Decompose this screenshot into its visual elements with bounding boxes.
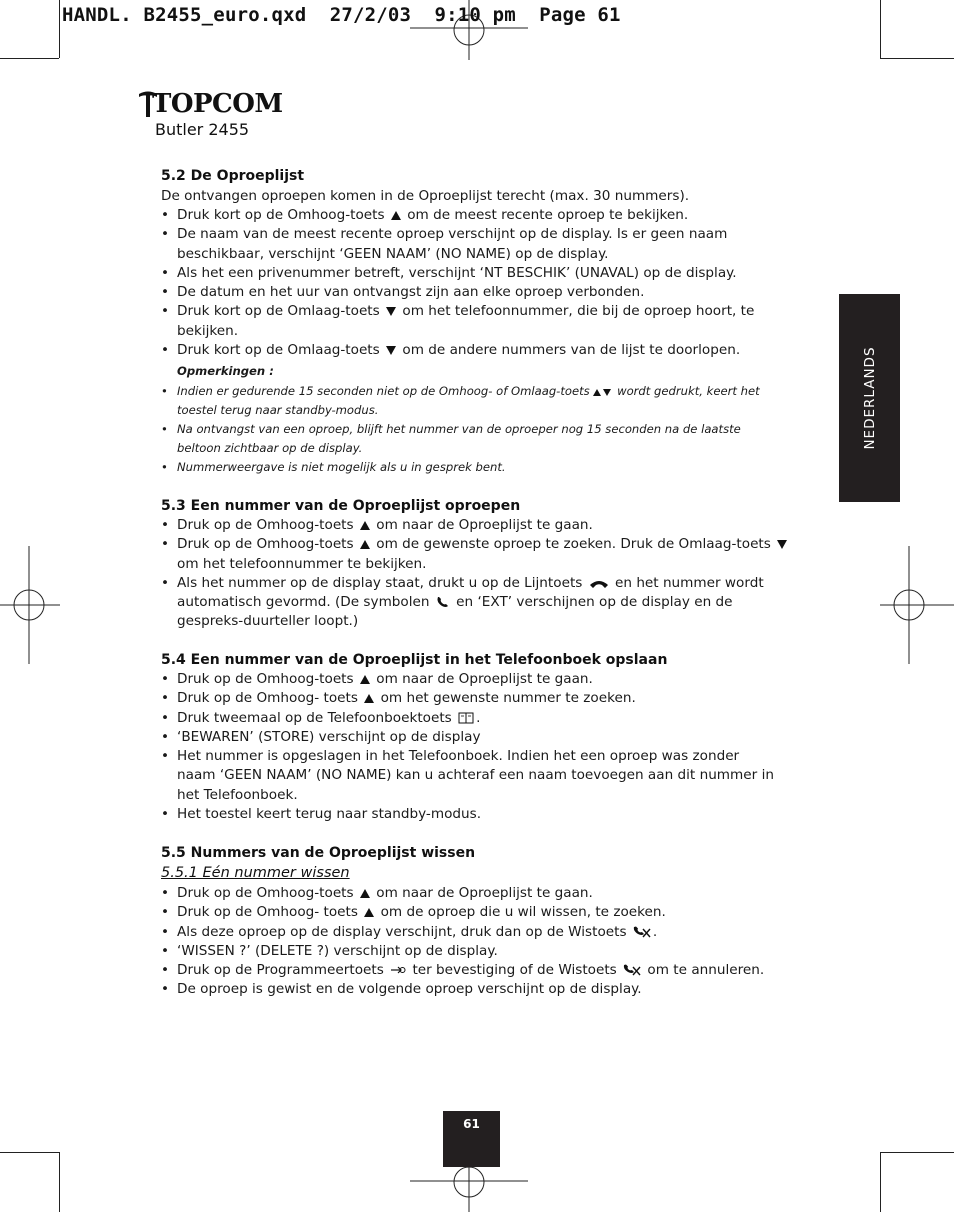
- registration-mark-left: [0, 546, 60, 664]
- up-arrow-icon: [360, 675, 370, 684]
- list-item: • Druk op de Omhoog- toets om de oproep die u wil wissen, te zoeken.: [161, 904, 666, 921]
- crop-mark: [880, 1152, 954, 1153]
- notes-title: Opmerkingen :: [177, 364, 274, 378]
- bullet-list: [161, 516, 791, 632]
- line-key-handset-icon: [589, 579, 609, 589]
- list-item: • Als het een privenummer betreft, verschijnt ‘NT BESCHIK’ (UNAVAL) op de display.: [161, 264, 737, 281]
- bullet-list: [161, 884, 791, 1000]
- up-arrow-icon: [364, 694, 374, 703]
- delete-key-icon: [623, 963, 641, 976]
- list-item: • De oproep is gewist en de volgende oproep verschijnt op de display.: [161, 981, 642, 998]
- list-item: • De datum en het uur van ontvangst zijn aan elke oproep verbonden.: [161, 284, 645, 301]
- list-item: • Het nummer is opgeslagen in het Telefoonboek. Indien het een oproep was zonder naam ‘GEEN NAAM’ (NO NAME) kan u achteraf een naam toevoegen aan dit nummer in het Telefoonboek.: [161, 748, 774, 803]
- phonebook-icon: [458, 712, 474, 724]
- notes-list: [161, 382, 786, 477]
- language-tab-label: NEDERLANDS: [861, 346, 878, 450]
- list-item: • Druk kort op de Omlaag-toets om het telefoonnummer, die bij de oproep hoort, te bekijken.: [161, 303, 755, 339]
- section-title: 5.3 Een nummer van de Oproeplijst oproepen: [161, 498, 521, 514]
- list-item: • Als deze oproep op de display verschijnt, druk dan op de Wistoets .: [161, 923, 658, 940]
- list-item: • ‘BEWAREN’ (STORE) verschijnt op de display: [161, 728, 481, 745]
- delete-key-icon: [633, 925, 651, 938]
- crop-mark: [0, 58, 59, 59]
- file-slug: HANDL. B2455_euro.qxd 27/2/03 9:10 pm Page 61: [62, 4, 621, 26]
- list-item: • Druk op de Omhoog-toets om de gewenste oproep te zoeken. Druk de Omlaag-toets om het telefoonnummer te bekijken.: [161, 535, 791, 574]
- down-arrow-icon: [386, 346, 396, 355]
- program-key-icon: [390, 964, 406, 976]
- up-arrow-icon: [593, 389, 601, 396]
- bullet-list: [161, 206, 801, 360]
- list-item: • Druk kort op de Omlaag-toets om de andere nummers van de lijst te doorlopen.: [161, 342, 741, 359]
- crop-mark: [0, 1152, 59, 1153]
- list-item: • Als het nummer op de display staat, drukt u op de Lijntoets en het nummer wordt automatisch gevormd. (De symbolen en ‘EXT’ verschijnen op de display en de gespreks-duurteller loopt.): [161, 574, 764, 630]
- phone-handset-icon: [436, 596, 450, 608]
- list-item: • Druk op de Omhoog- toets om het gewenste nummer te zoeken.: [161, 690, 636, 707]
- list-item: • Het toestel keert terug naar standby-modus.: [161, 806, 482, 823]
- note-item: • Nummerweergave is niet mogelijk als u in gesprek bent.: [161, 460, 506, 474]
- section-title: 5.5 Nummers van de Oproeplijst wissen: [161, 845, 476, 861]
- language-tab: [839, 294, 900, 502]
- bullet-list: [161, 670, 776, 824]
- section-title: 5.2 De Oproeplijst: [161, 168, 305, 184]
- up-arrow-icon: [360, 889, 370, 898]
- note-item: • Na ontvangst van een oproep, blijft het nummer van de oproeper nog 15 seconden na de laatste beltoon zichtbaar op de display.: [161, 422, 741, 455]
- down-arrow-icon: [603, 389, 611, 396]
- up-arrow-icon: [360, 540, 370, 549]
- crop-mark: [880, 1152, 881, 1212]
- list-item: • De naam van de meest recente oproep verschijnt op de display. Is er geen naam beschikbaar, verschijnt ‘GEEN NAAM’ (NO NAME) op de display.: [161, 226, 728, 262]
- list-item: • Druk op de Omhoog-toets om naar de Oproeplijst te gaan.: [161, 671, 593, 687]
- crop-mark: [59, 1152, 60, 1212]
- note-item: • Indien er gedurende 15 seconden niet op de Omhoog- of Omlaag-toets wordt gedrukt, keert het toestel terug naar standby-modus.: [161, 384, 760, 417]
- crop-mark: [880, 0, 881, 58]
- list-item: • Druk op de Omhoog-toets om naar de Oproeplijst te gaan.: [161, 885, 593, 901]
- model-name: Butler 2455: [155, 120, 250, 139]
- crop-mark: [59, 0, 60, 58]
- crop-mark: [880, 58, 954, 59]
- section-intro: De ontvangen oproepen komen in de Oproeplijst terecht (max. 30 nummers).: [161, 188, 690, 204]
- list-item: • Druk op de Omhoog-toets om naar de Oproeplijst te gaan.: [161, 517, 593, 533]
- up-arrow-icon: [391, 211, 401, 220]
- list-item: • Druk kort op de Omhoog-toets om de meest recente oproep te bekijken.: [161, 207, 689, 223]
- up-arrow-icon: [360, 521, 370, 530]
- subsection-title: 5.5.1 Eén nummer wissen: [161, 865, 350, 881]
- registration-mark-right: [880, 546, 954, 664]
- list-item: • Druk tweemaal op de Telefoonboektoets .: [161, 709, 481, 726]
- brand-logo: TOPCOM: [152, 89, 283, 119]
- up-arrow-icon: [364, 908, 374, 917]
- list-item: • Druk op de Programmeertoets ter bevestiging of de Wistoets om te annuleren.: [161, 962, 765, 979]
- down-arrow-icon: [777, 540, 787, 549]
- page-number: 61: [443, 1111, 500, 1167]
- section-title: 5.4 Een nummer van de Oproeplijst in het Telefoonboek opslaan: [161, 652, 668, 668]
- list-item: • ‘WISSEN ?’ (DELETE ?) verschijnt op de display.: [161, 942, 498, 959]
- down-arrow-icon: [386, 307, 396, 316]
